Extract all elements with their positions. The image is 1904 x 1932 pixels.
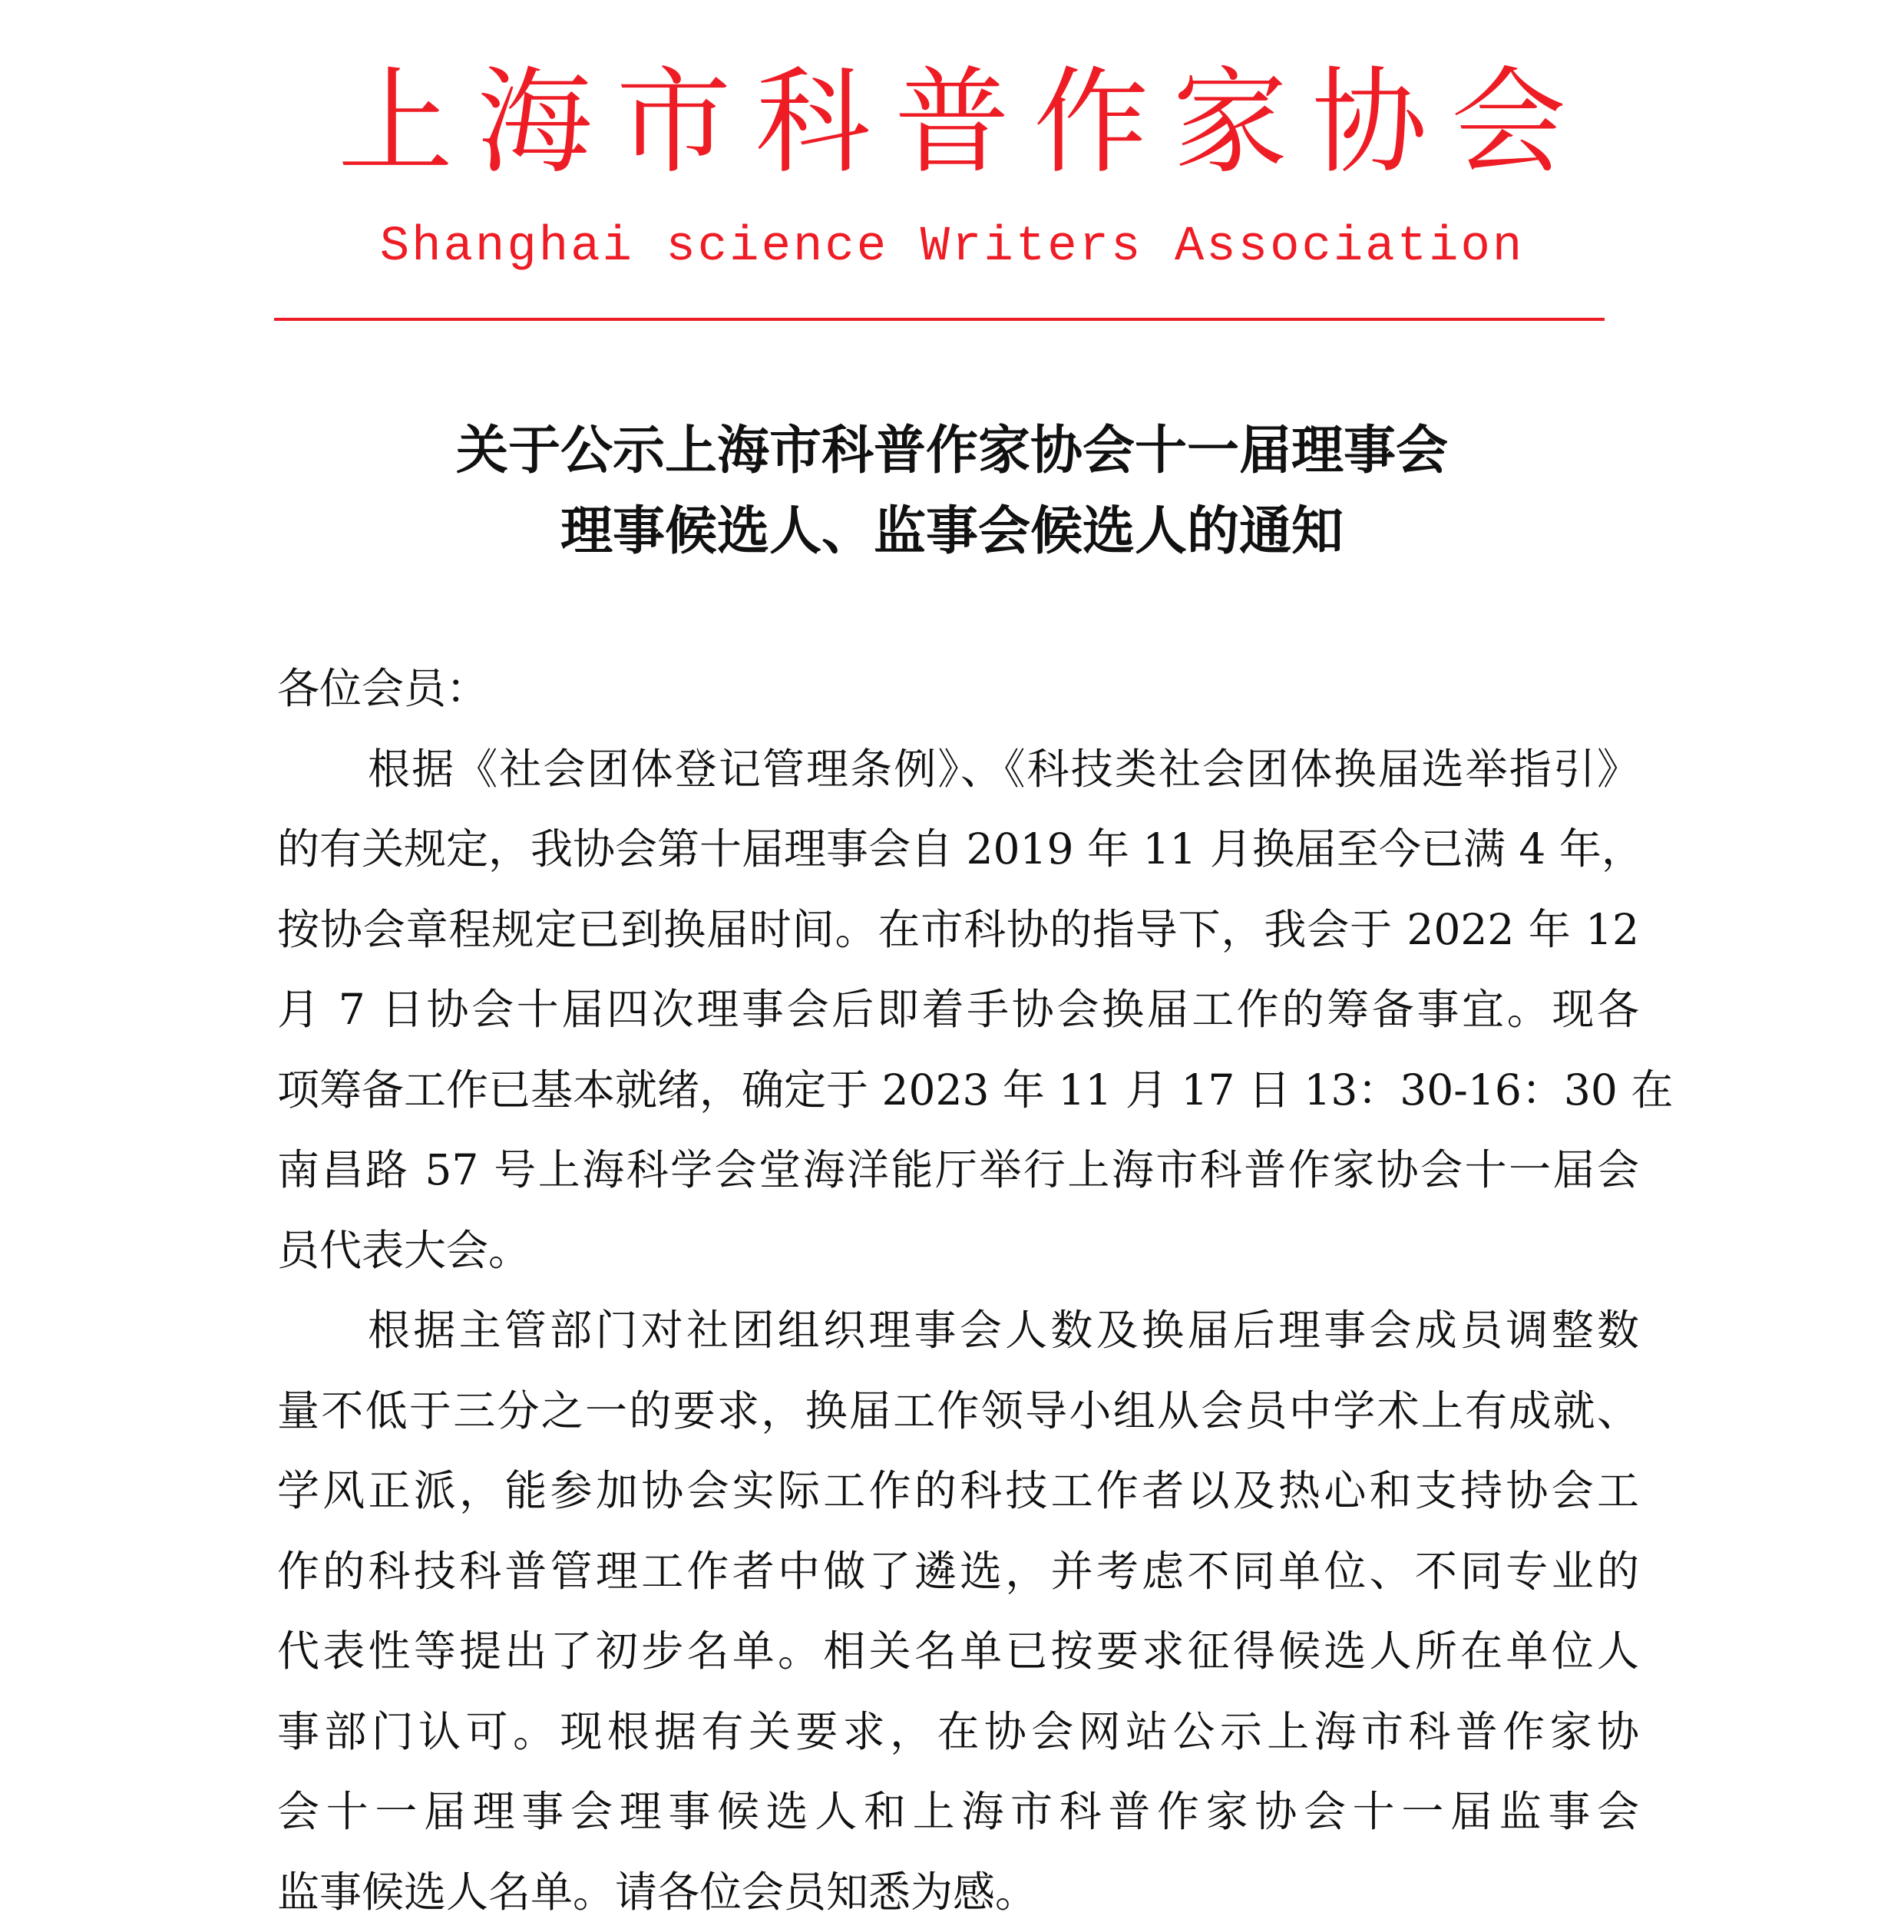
text-line: 监事候选人名单。请各位会员知悉为感。 — [277, 1852, 1639, 1932]
letterhead-org-name-cn — [338, 58, 1566, 188]
text-line: 会十一届理事会理事候选人和上海市科普作家协会十一届监事会 — [277, 1772, 1639, 1852]
text-line: 根据《社会团体登记管理条例》、《科技类社会团体换届选举指引》 — [277, 729, 1639, 810]
text-line: 量不低于三分之一的要求，换届工作领导小组从会员中学术上有成就、 — [277, 1371, 1639, 1451]
document-body — [277, 649, 1639, 1932]
document-title — [0, 411, 1904, 572]
text-line: 作的科技科普管理工作者中做了遴选，并考虑不同单位、不同专业的 — [277, 1531, 1639, 1612]
text-line: 学风正派，能参加协会实际工作的科技工作者以及热心和支持协会工 — [277, 1451, 1639, 1531]
text-line: 按协会章程规定已到换届时间。在市科协的指导下，我会于 2022 年 12 — [277, 890, 1639, 970]
title-line-1: 关于公示上海市科普作家协会十一届理事会 — [0, 411, 1904, 491]
org-name-char: 家 — [1173, 58, 1288, 188]
paragraph-1 — [277, 729, 1639, 1291]
org-name-char: 普 — [894, 58, 1010, 188]
text-line: 事部门认可。现根据有关要求，在协会网站公示上海市科普作家协 — [277, 1692, 1639, 1772]
org-name-char: 海 — [477, 58, 592, 188]
org-name-char: 协 — [1312, 58, 1427, 188]
org-name-char: 市 — [616, 58, 732, 188]
org-name-char: 上 — [338, 58, 453, 188]
text-line: 代表性等提出了初步名单。相关名单已按要求征得候选人所在单位人 — [277, 1611, 1639, 1692]
org-name-char: 会 — [1451, 58, 1566, 188]
text-line: 南昌路 57 号上海科学会堂海洋能厅举行上海市科普作家协会十一届会 — [277, 1130, 1639, 1210]
text-line: 项筹备工作已基本就绪，确定于 2023 年 11 月 17 日 13：30-16：30 在 — [277, 1050, 1639, 1131]
title-line-2: 理事候选人、监事会候选人的通知 — [0, 491, 1904, 572]
paragraph-2 — [277, 1290, 1639, 1932]
org-name-char: 作 — [1033, 58, 1149, 188]
text-line: 员代表大会。 — [277, 1210, 1639, 1291]
text-line: 根据主管部门对社团组织理事会人数及换届后理事会成员调整数 — [277, 1290, 1639, 1371]
text-line: 的有关规定，我协会第十届理事会自 2019 年 11 月换届至今已满 4 年， — [277, 809, 1639, 890]
org-name-char: 科 — [755, 58, 871, 188]
text-line: 月 7 日协会十届四次理事会后即着手协会换届工作的筹备事宜。现各 — [277, 969, 1639, 1050]
letterhead-org-name-en: Shanghai science Writers Association — [0, 216, 1904, 278]
salutation: 各位会员： — [277, 649, 1639, 729]
letterhead-divider — [274, 318, 1605, 321]
